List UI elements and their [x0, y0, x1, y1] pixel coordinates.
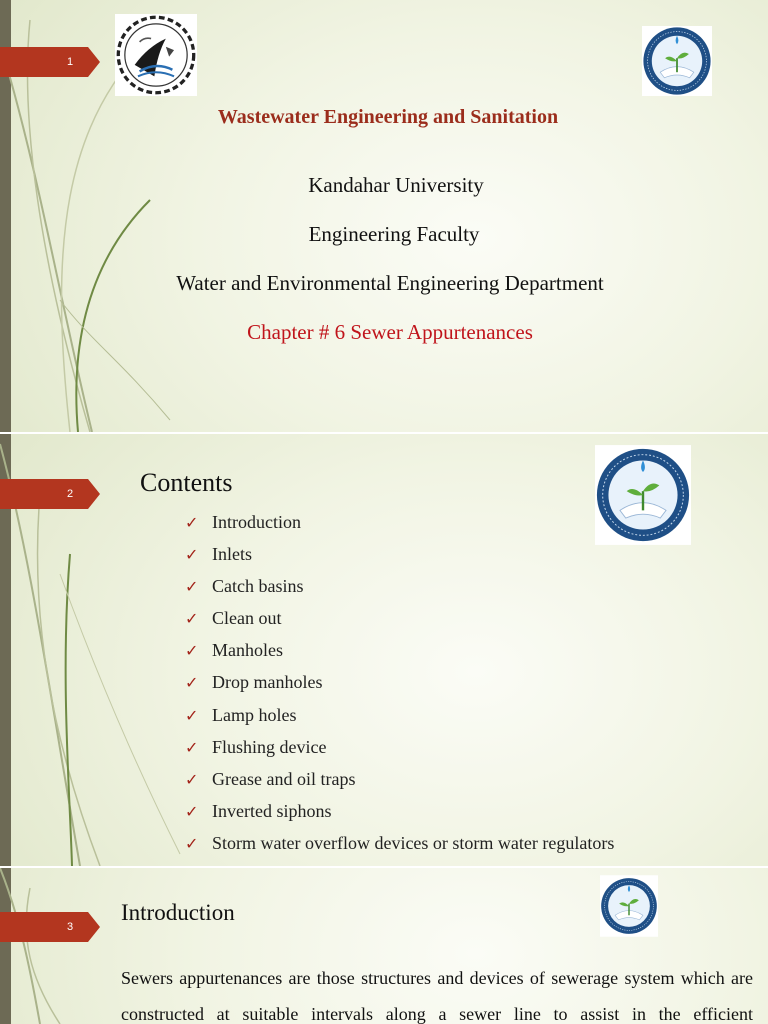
list-item: ✓ Clean out [185, 604, 614, 636]
university-name: Kandahar University [308, 173, 484, 197]
contents-list [185, 508, 614, 861]
check-icon: ✓ [185, 513, 199, 532]
department-name: Water and Environmental Engineering Department [176, 271, 604, 295]
introduction-paragraph: Sewers appurtenances are those structures and devices of sewerage system which are constructed at suitable intervals along a sewer line to assist in the efficient [121, 968, 753, 1024]
course-title: Wastewater Engineering and Sanitation [217, 106, 559, 128]
slide-3 [0, 868, 768, 1024]
list-item: ✓ Flushing device [185, 733, 614, 765]
chapter-title: Chapter # 6 Sewer Appurtenances [247, 320, 533, 344]
slide-number-badge [0, 47, 100, 77]
list-item: ✓ Grease and oil traps [185, 765, 614, 797]
check-icon: ✓ [185, 705, 199, 725]
check-icon: ✓ [185, 737, 199, 757]
department-logo [642, 26, 712, 101]
list-item: ✓ Drop manholes [185, 668, 614, 700]
list-item: ✓ Lamp holes [185, 701, 614, 733]
check-icon: ✓ [185, 609, 199, 629]
slide-2 [0, 434, 768, 866]
slide-number: 2 [66, 488, 74, 500]
university-logo [115, 14, 197, 101]
check-icon: ✓ [185, 769, 199, 789]
check-icon: ✓ [185, 673, 199, 693]
introduction-heading: Introduction [121, 900, 235, 925]
list-item: ✓ Introduction [185, 508, 614, 540]
slide-number-badge [0, 912, 100, 942]
check-icon: ✓ [185, 545, 199, 565]
check-icon: ✓ [185, 833, 199, 853]
slide-number: 3 [66, 921, 74, 933]
list-item: ✓ Manholes [185, 636, 614, 668]
department-logo [600, 875, 658, 942]
check-icon: ✓ [185, 801, 199, 821]
slide-number-badge [0, 479, 100, 509]
list-item: ✓ Catch basins [185, 572, 614, 604]
list-item: ✓ Inlets [185, 540, 614, 572]
check-icon: ✓ [185, 641, 199, 661]
list-item: ✓ Storm water overflow devices or storm water regulators [185, 829, 614, 861]
slide-1 [0, 0, 768, 432]
slide-number: 1 [66, 56, 74, 68]
list-item: ✓ Inverted siphons [185, 797, 614, 829]
contents-heading: Contents [140, 468, 233, 497]
check-icon: ✓ [185, 577, 199, 597]
faculty-name: Engineering Faculty [308, 222, 480, 246]
